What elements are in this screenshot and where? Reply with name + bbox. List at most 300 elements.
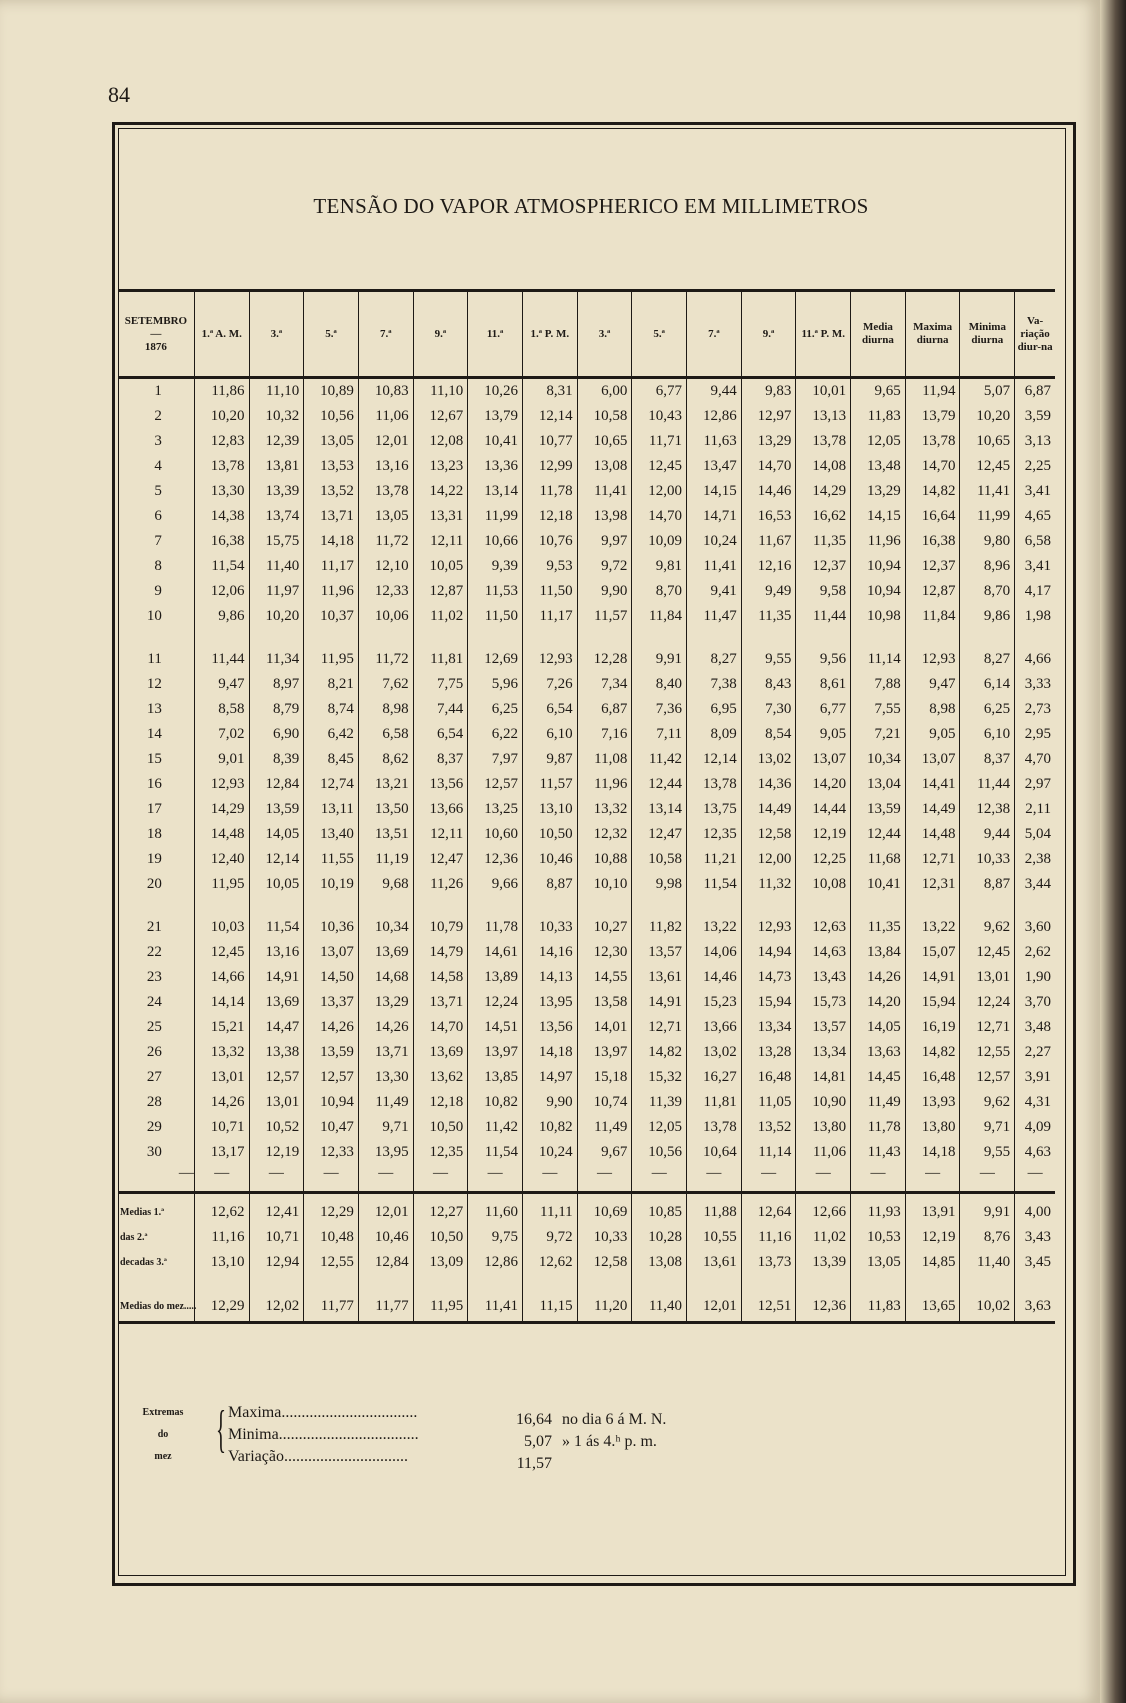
table-cell: 14,70 xyxy=(413,1015,468,1040)
table-cell: 14,50 xyxy=(304,965,359,990)
table-cell: 13,80 xyxy=(796,1115,851,1140)
table-cell: 12,38 xyxy=(960,797,1015,822)
table-cell: 10,48 xyxy=(304,1225,359,1250)
table-cell: 10,09 xyxy=(632,529,687,554)
table-cell: — xyxy=(796,1165,851,1193)
gap-cell xyxy=(522,629,577,647)
table-cell: 12,83 xyxy=(194,429,249,454)
day-cell: 24 xyxy=(146,994,162,1010)
table-cell: 10,50 xyxy=(413,1225,468,1250)
table-cell: 13,02 xyxy=(741,747,796,772)
table-cell: 8,43 xyxy=(741,672,796,697)
table-cell: 8,74 xyxy=(304,697,359,722)
table-cell: 13,79 xyxy=(905,404,960,429)
table-cell: 12,84 xyxy=(358,1250,413,1275)
table-cell: 10,24 xyxy=(522,1140,577,1165)
table-cell: 12,62 xyxy=(194,1200,249,1225)
table-cell: 2,25 xyxy=(1015,454,1055,479)
table-cell: 10,41 xyxy=(468,429,523,454)
table-cell: 11,44 xyxy=(796,604,851,629)
table-cell: 12,55 xyxy=(304,1250,359,1275)
table-cell: 12,37 xyxy=(905,554,960,579)
table-cell: 13,78 xyxy=(687,1115,742,1140)
table-cell: 10,34 xyxy=(851,747,906,772)
separator-cell xyxy=(358,1193,413,1201)
gap-cell xyxy=(304,629,359,647)
table-cell: 11,55 xyxy=(304,847,359,872)
table-cell: 13,84 xyxy=(851,940,906,965)
table-cell: 10,82 xyxy=(468,1090,523,1115)
table-cell: 10,85 xyxy=(632,1200,687,1225)
table-cell: 13,38 xyxy=(249,1040,304,1065)
table-cell: 13,66 xyxy=(687,1015,742,1040)
table-cell: 5,04 xyxy=(1015,822,1055,847)
column-header: 5.ª xyxy=(304,291,359,378)
table-cell: 12,47 xyxy=(413,847,468,872)
table-cell: 13,48 xyxy=(851,454,906,479)
table-cell: 11,41 xyxy=(960,479,1015,504)
table-cell: 8,37 xyxy=(413,747,468,772)
table-cell: 14,63 xyxy=(796,940,851,965)
table-cell: 13,71 xyxy=(358,1040,413,1065)
gap-cell xyxy=(249,629,304,647)
table-cell: 2,62 xyxy=(1015,940,1055,965)
table-cell: 8,31 xyxy=(522,378,577,405)
table-cell: 10,98 xyxy=(851,604,906,629)
table-cell: 11,72 xyxy=(358,647,413,672)
table-cell: 3,59 xyxy=(1015,404,1055,429)
day-cell: 25 xyxy=(146,1019,162,1035)
table-cell: 13,50 xyxy=(358,797,413,822)
table-cell: 12,30 xyxy=(577,940,632,965)
table-cell: — xyxy=(741,1165,796,1193)
table-cell: 11,34 xyxy=(249,647,304,672)
gap-cell xyxy=(905,629,960,647)
table-cell: 11,06 xyxy=(358,404,413,429)
table-cell: 11,40 xyxy=(632,1275,687,1323)
table-cell: 12,45 xyxy=(194,940,249,965)
table-cell: 6,77 xyxy=(796,697,851,722)
table-cell: 12,58 xyxy=(577,1250,632,1275)
gap-cell xyxy=(796,629,851,647)
gap-cell xyxy=(960,897,1015,915)
table-cell: 9,62 xyxy=(960,1090,1015,1115)
table-cell: 12,18 xyxy=(522,504,577,529)
table-cell: 4,17 xyxy=(1015,579,1055,604)
day-cell: 22 xyxy=(146,944,162,960)
day-cell: 4 xyxy=(154,458,162,474)
table-cell: 15,32 xyxy=(632,1065,687,1090)
gap-cell xyxy=(468,629,523,647)
table-cell: 11,11 xyxy=(522,1200,577,1225)
column-header: 3.ª xyxy=(249,291,304,378)
table-cell: 6,25 xyxy=(960,697,1015,722)
gap-cell xyxy=(687,629,742,647)
table-cell: 10,64 xyxy=(687,1140,742,1165)
table-cell: 14,73 xyxy=(741,965,796,990)
day-cell: 15 xyxy=(146,751,162,767)
table-cell: 13,58 xyxy=(577,990,632,1015)
table-cell: 10,37 xyxy=(304,604,359,629)
table-cell: 11,35 xyxy=(796,529,851,554)
table-cell: 11,83 xyxy=(851,1275,906,1323)
table-cell: 5,96 xyxy=(468,672,523,697)
table-cell: 9,81 xyxy=(632,554,687,579)
table-cell: — xyxy=(1015,1165,1055,1193)
table-cell: 10,56 xyxy=(632,1140,687,1165)
table-cell: 10,65 xyxy=(577,429,632,454)
month-mean-label: Medias do mez..... xyxy=(118,1275,194,1323)
table-cell: 10,83 xyxy=(358,378,413,405)
table-row xyxy=(118,529,1055,554)
table-cell: 10,55 xyxy=(687,1225,742,1250)
table-cell: 14,08 xyxy=(796,454,851,479)
table-cell: 7,11 xyxy=(632,722,687,747)
table-cell: 11,08 xyxy=(577,747,632,772)
table-cell: 13,39 xyxy=(249,479,304,504)
table-cell: 13,81 xyxy=(249,454,304,479)
table-row xyxy=(118,847,1055,872)
separator-cell xyxy=(304,1193,359,1201)
table-cell: 13,56 xyxy=(522,1015,577,1040)
table-cell: 12,93 xyxy=(741,915,796,940)
table-cell: 12,41 xyxy=(249,1200,304,1225)
table-cell: 10,03 xyxy=(194,915,249,940)
month-mean-row xyxy=(118,1275,1055,1323)
table-cell: 10,33 xyxy=(577,1225,632,1250)
table-cell: 12,62 xyxy=(522,1250,577,1275)
day-cell: 17 xyxy=(146,801,162,817)
table-cell: 10,90 xyxy=(796,1090,851,1115)
table-cell: 9,66 xyxy=(468,872,523,897)
table-cell: 14,05 xyxy=(249,822,304,847)
table-cell: 10,82 xyxy=(522,1115,577,1140)
table-cell: 10,65 xyxy=(960,429,1015,454)
table-cell: 3,63 xyxy=(1015,1275,1055,1323)
table-cell: 11,53 xyxy=(468,579,523,604)
table-cell: 14,51 xyxy=(468,1015,523,1040)
table-cell: 13,34 xyxy=(796,1040,851,1065)
decade-mean-row xyxy=(118,1200,1055,1225)
table-cell: 9,53 xyxy=(522,554,577,579)
table-cell: 16,19 xyxy=(905,1015,960,1040)
table-cell: 8,98 xyxy=(358,697,413,722)
table-cell: 12,45 xyxy=(960,454,1015,479)
table-cell: 11,49 xyxy=(851,1090,906,1115)
day-cell: 29 xyxy=(146,1119,162,1135)
table-cell: 12,08 xyxy=(413,429,468,454)
table-cell: 11,78 xyxy=(522,479,577,504)
table-cell: 12,33 xyxy=(304,1140,359,1165)
table-cell: 10,05 xyxy=(249,872,304,897)
table-cell: 9,90 xyxy=(577,579,632,604)
table-cell: 12,36 xyxy=(796,1275,851,1323)
table-cell: 16,64 xyxy=(905,504,960,529)
table-cell: 14,91 xyxy=(249,965,304,990)
table-cell: 11,95 xyxy=(304,647,359,672)
table-cell: 12,47 xyxy=(632,822,687,847)
day-cell: 23 xyxy=(146,969,162,985)
table-cell: 13,32 xyxy=(577,797,632,822)
table-cell: 11,84 xyxy=(632,604,687,629)
table-cell: 11,44 xyxy=(960,772,1015,797)
table-cell: — xyxy=(851,1165,906,1193)
table-cell: 14,66 xyxy=(194,965,249,990)
table-cell: 10,08 xyxy=(796,872,851,897)
table-cell: 10,76 xyxy=(522,529,577,554)
table-cell: 3,41 xyxy=(1015,479,1055,504)
column-header: Va-riação diur-na xyxy=(1015,291,1055,378)
table-row xyxy=(118,1115,1055,1140)
table-cell: 15,23 xyxy=(687,990,742,1015)
table-cell: 11,16 xyxy=(194,1225,249,1250)
table-cell: 12,94 xyxy=(249,1250,304,1275)
table-cell: 12,67 xyxy=(413,404,468,429)
table-cell: 7,26 xyxy=(522,672,577,697)
table-cell: 8,21 xyxy=(304,672,359,697)
table-cell: 12,55 xyxy=(960,1040,1015,1065)
table-row xyxy=(118,554,1055,579)
table-cell: 10,50 xyxy=(522,822,577,847)
table-cell: 14,29 xyxy=(796,479,851,504)
table-cell: 10,24 xyxy=(687,529,742,554)
table-cell: 8,39 xyxy=(249,747,304,772)
table-cell: 12,63 xyxy=(796,915,851,940)
table-cell: 14,70 xyxy=(632,504,687,529)
table-cell: 12,02 xyxy=(249,1275,304,1323)
table-cell: 16,62 xyxy=(796,504,851,529)
decade-label: das 2.ª xyxy=(120,1232,148,1243)
table-cell: 11,02 xyxy=(413,604,468,629)
table-cell: — xyxy=(304,1165,359,1193)
separator-cell xyxy=(905,1193,960,1201)
table-row xyxy=(118,672,1055,697)
table-cell: 12,66 xyxy=(796,1200,851,1225)
table-cell: 12,69 xyxy=(468,647,523,672)
day-cell: 11 xyxy=(147,651,162,667)
table-cell: 12,57 xyxy=(304,1065,359,1090)
table-cell: 13,29 xyxy=(741,429,796,454)
table-cell: — xyxy=(194,1165,249,1193)
table-cell: 10,47 xyxy=(304,1115,359,1140)
table-cell: 11,78 xyxy=(851,1115,906,1140)
table-cell: 14,44 xyxy=(796,797,851,822)
table-cell: 13,16 xyxy=(358,454,413,479)
table-cell: 10,94 xyxy=(304,1090,359,1115)
table-cell: 11,99 xyxy=(960,504,1015,529)
table-cell: 13,25 xyxy=(468,797,523,822)
day-cell: 13 xyxy=(146,701,162,717)
extreme-row xyxy=(228,1424,657,1450)
table-cell: 9,55 xyxy=(960,1140,1015,1165)
column-header: Minima diurna xyxy=(960,291,1015,378)
table-cell: 12,24 xyxy=(468,990,523,1015)
table-cell: 4,31 xyxy=(1015,1090,1055,1115)
gap-cell xyxy=(358,629,413,647)
table-cell: 14,26 xyxy=(304,1015,359,1040)
table-cell: 13,17 xyxy=(194,1140,249,1165)
table-cell: 14,38 xyxy=(194,504,249,529)
table-cell: 14,97 xyxy=(522,1065,577,1090)
table-cell: 11,16 xyxy=(741,1225,796,1250)
table-row xyxy=(118,454,1055,479)
table-cell: 13,23 xyxy=(413,454,468,479)
table-cell: 13,07 xyxy=(905,747,960,772)
table-cell: 9,56 xyxy=(796,647,851,672)
gap-cell xyxy=(1015,897,1055,915)
extremes-label-1: Extremas xyxy=(142,1407,184,1418)
table-cell: 5,07 xyxy=(960,378,1015,405)
extreme-name: Variação............................... xyxy=(228,1448,408,1465)
table-cell: 8,61 xyxy=(796,672,851,697)
table-cell: 10,71 xyxy=(194,1115,249,1140)
table-cell: 6,87 xyxy=(577,697,632,722)
table-cell: 14,13 xyxy=(522,965,577,990)
table-cell: 13,80 xyxy=(905,1115,960,1140)
table-cell: 9,44 xyxy=(687,378,742,405)
table-cell: 11,10 xyxy=(249,378,304,405)
table-cell: 11,02 xyxy=(796,1225,851,1250)
table-cell: 11,86 xyxy=(194,378,249,405)
table-cell: 12,87 xyxy=(905,579,960,604)
table-cell: 8,76 xyxy=(960,1225,1015,1250)
table-cell: 12,37 xyxy=(796,554,851,579)
table-cell: 13,05 xyxy=(358,504,413,529)
table-cell: 10,10 xyxy=(577,872,632,897)
column-header: 7.ª xyxy=(358,291,413,378)
table-cell: — xyxy=(468,1165,523,1193)
gap-cell xyxy=(960,629,1015,647)
table-cell: 12,27 xyxy=(413,1200,468,1225)
table-cell: 16,48 xyxy=(905,1065,960,1090)
table-cell: 13,37 xyxy=(304,990,359,1015)
table-cell: 7,88 xyxy=(851,672,906,697)
gap-cell xyxy=(304,897,359,915)
table-cell: 12,74 xyxy=(304,772,359,797)
table-cell: 11,54 xyxy=(249,915,304,940)
table-cell: 12,57 xyxy=(249,1065,304,1090)
day-cell: 30 xyxy=(146,1144,162,1160)
table-cell: 14,82 xyxy=(905,1040,960,1065)
table-cell: 10,27 xyxy=(577,915,632,940)
table-cell: 9,71 xyxy=(358,1115,413,1140)
extremes-label-2: do xyxy=(157,1429,169,1440)
table-cell: 13,52 xyxy=(741,1115,796,1140)
table-cell: 13,30 xyxy=(358,1065,413,1090)
table-cell: 10,74 xyxy=(577,1090,632,1115)
table-cell: 12,00 xyxy=(632,479,687,504)
table-cell: 11,63 xyxy=(687,429,742,454)
table-cell: 9,90 xyxy=(522,1090,577,1115)
table-cell: 11,50 xyxy=(522,579,577,604)
table-cell: 12,14 xyxy=(249,847,304,872)
table-cell: 13,01 xyxy=(960,965,1015,990)
table-cell: 7,30 xyxy=(741,697,796,722)
table-cell: 10,33 xyxy=(522,915,577,940)
table-cell: 11,99 xyxy=(468,504,523,529)
table-cell: 14,48 xyxy=(905,822,960,847)
table-cell: 13,65 xyxy=(905,1275,960,1323)
table-cell: 11,50 xyxy=(468,604,523,629)
column-header: 3.ª xyxy=(577,291,632,378)
page-number: 84 xyxy=(108,82,130,107)
day-cell: 1 xyxy=(154,383,162,399)
table-cell: 4,66 xyxy=(1015,647,1055,672)
table-cell: 11,26 xyxy=(413,872,468,897)
table-cell: 13,32 xyxy=(194,1040,249,1065)
table-cell: 14,18 xyxy=(522,1040,577,1065)
table-cell: 13,62 xyxy=(413,1065,468,1090)
gap-cell xyxy=(632,897,687,915)
table-cell: 2,95 xyxy=(1015,722,1055,747)
table-cell: 12,33 xyxy=(358,579,413,604)
table-cell: 14,20 xyxy=(851,990,906,1015)
month-dash: — xyxy=(150,327,162,340)
table-cell: 12,86 xyxy=(687,404,742,429)
table-cell: 12,19 xyxy=(796,822,851,847)
table-cell: 9,91 xyxy=(960,1200,1015,1225)
gap-cell xyxy=(194,897,249,915)
table-cell: 14,55 xyxy=(577,965,632,990)
table-cell: 11,49 xyxy=(358,1090,413,1115)
table-cell: 3,45 xyxy=(1015,1250,1055,1275)
table-cell: 14,14 xyxy=(194,990,249,1015)
table-cell: 13,85 xyxy=(468,1065,523,1090)
vapor-tension-table xyxy=(118,289,1055,1324)
table-cell: 13,05 xyxy=(304,429,359,454)
table-cell: 11,71 xyxy=(632,429,687,454)
table-cell: 12,86 xyxy=(468,1250,523,1275)
table-body xyxy=(118,378,1055,1323)
table-cell: 12,36 xyxy=(468,847,523,872)
column-header: 9.ª xyxy=(413,291,468,378)
table-cell: 12,29 xyxy=(304,1200,359,1225)
table-cell: 12,93 xyxy=(905,647,960,672)
table-cell: 9,05 xyxy=(905,722,960,747)
gap-cell xyxy=(851,897,906,915)
separator-cell xyxy=(960,1193,1015,1201)
table-cell: 13,71 xyxy=(413,990,468,1015)
table-cell: 14,26 xyxy=(194,1090,249,1115)
table-cell: 11,19 xyxy=(358,847,413,872)
extreme-name: Maxima.................................. xyxy=(228,1404,418,1421)
table-cell: 12,01 xyxy=(358,429,413,454)
table-cell: 13,39 xyxy=(796,1250,851,1275)
table-cell: 13,95 xyxy=(522,990,577,1015)
table-cell: 14,47 xyxy=(249,1015,304,1040)
day-cell: 8 xyxy=(154,558,162,574)
table-cell: 15,73 xyxy=(796,990,851,1015)
table-cell: 9,87 xyxy=(522,747,577,772)
table-cell: 15,94 xyxy=(905,990,960,1015)
separator-cell xyxy=(249,1193,304,1201)
day-cell: 14 xyxy=(146,726,162,742)
separator-cell xyxy=(1015,1193,1055,1201)
gap-cell xyxy=(796,897,851,915)
table-cell: 11,20 xyxy=(577,1275,632,1323)
table-cell: 14,20 xyxy=(796,772,851,797)
table-cell: 12,97 xyxy=(741,404,796,429)
table-cell: 15,07 xyxy=(905,940,960,965)
gap-cell xyxy=(358,897,413,915)
table-cell: 6,77 xyxy=(632,378,687,405)
table-cell: 6,54 xyxy=(413,722,468,747)
table-cell: 12,01 xyxy=(687,1275,742,1323)
table-cell: 11,32 xyxy=(741,872,796,897)
table-cell: 3,70 xyxy=(1015,990,1055,1015)
separator-cell xyxy=(741,1193,796,1201)
table-cell: 9,83 xyxy=(741,378,796,405)
